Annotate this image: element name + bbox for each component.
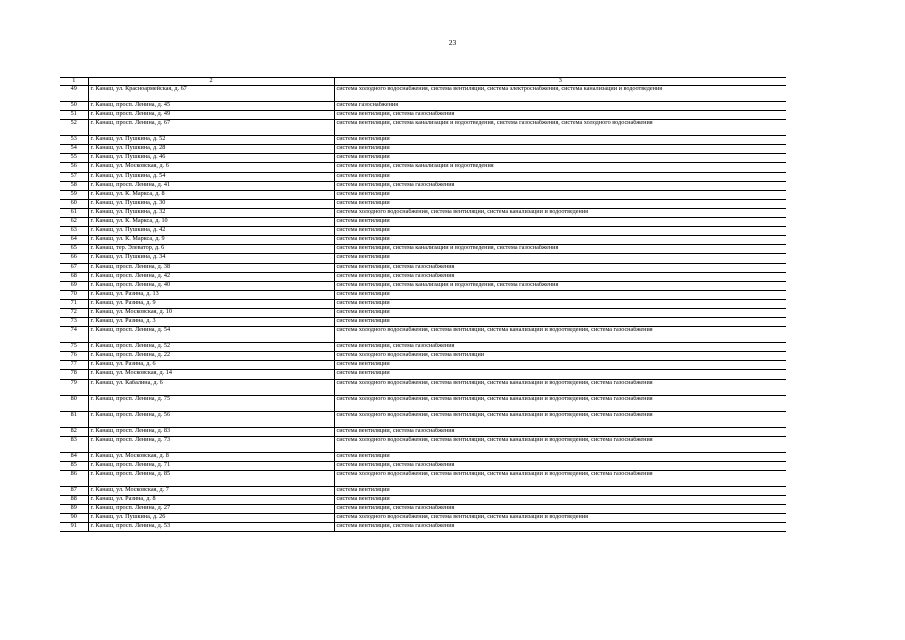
- table-row: [60, 505, 786, 514]
- table-row: [60, 199, 786, 208]
- row-address: г. Канаш, просп. Ленина, д. 75: [88, 395, 334, 411]
- row-number: 66: [60, 254, 88, 263]
- row-systems: система вентиляции: [334, 299, 786, 308]
- row-number: 89: [60, 505, 88, 514]
- row-address: г. Канаш, просп. Ленина, д. 83: [88, 427, 334, 436]
- row-address: г. Канаш, просп. Ленина, д. 22: [88, 352, 334, 361]
- row-address: г. Канаш, ул. Красноармейская, д. 67: [88, 86, 334, 102]
- header-col-number: 1: [60, 78, 88, 86]
- row-systems: система вентиляции: [334, 370, 786, 379]
- row-number: 59: [60, 190, 88, 199]
- row-address: г. Канаш, просп. Ленина, д. 27: [88, 505, 334, 514]
- table-row: [60, 181, 786, 190]
- row-systems: система холодного водоснабжения, система вентиляции, система канализации и водоотведения, система газоснабжения: [334, 327, 786, 343]
- row-number: 65: [60, 245, 88, 254]
- row-systems: система вентиляции: [334, 318, 786, 327]
- row-number: 67: [60, 263, 88, 272]
- table-row: [60, 145, 786, 154]
- row-address: г. Канаш, просп. Ленина, д. 71: [88, 461, 334, 470]
- row-address: г. Канаш, просп. Ленина, д. 53: [88, 523, 334, 532]
- row-number: 91: [60, 523, 88, 532]
- row-systems: система вентиляции: [334, 361, 786, 370]
- row-address: г. Канаш, просп. Ленина, д. 40: [88, 281, 334, 290]
- row-systems: система вентиляции: [334, 308, 786, 317]
- row-number: 62: [60, 218, 88, 227]
- row-systems: система вентиляции: [334, 199, 786, 208]
- row-address: г. Канаш, ул. Разина, д. 6: [88, 361, 334, 370]
- table-row: [60, 272, 786, 281]
- table-row: [60, 318, 786, 327]
- row-number: 49: [60, 86, 88, 102]
- row-number: 64: [60, 236, 88, 245]
- table-row: [60, 218, 786, 227]
- table-header-row: [60, 78, 786, 86]
- row-address: г. Канаш, ул. Пушкина, д. 28: [88, 145, 334, 154]
- row-address: г. Канаш, ул. Пушкина, д. 42: [88, 227, 334, 236]
- row-number: 52: [60, 120, 88, 136]
- table-row: [60, 299, 786, 308]
- table-row: [60, 102, 786, 111]
- row-number: 86: [60, 470, 88, 486]
- row-address: г. Канаш, просп. Ленина, д. 49: [88, 111, 334, 120]
- header-col-systems: 3: [334, 78, 786, 86]
- row-number: 60: [60, 199, 88, 208]
- row-number: 55: [60, 154, 88, 163]
- row-systems: система вентиляции: [334, 236, 786, 245]
- row-address: г. Канаш, просп. Ленина, д. 52: [88, 343, 334, 352]
- row-number: 54: [60, 145, 88, 154]
- table-row: [60, 361, 786, 370]
- row-systems: система вентиляции: [334, 136, 786, 145]
- row-address: г. Канаш, ул. Пушкина, д. 54: [88, 172, 334, 181]
- table-row: [60, 281, 786, 290]
- row-systems: система вентиляции, система газоснабжения: [334, 272, 786, 281]
- row-number: 76: [60, 352, 88, 361]
- table-row: [60, 290, 786, 299]
- table-row: [60, 263, 786, 272]
- table-row: [60, 86, 786, 102]
- table-row: [60, 172, 786, 181]
- row-address: г. Канаш, ул. Разина, д. 13: [88, 290, 334, 299]
- table-row: [60, 523, 786, 532]
- table-row: [60, 254, 786, 263]
- table-body: [60, 78, 786, 532]
- row-address: г. Канаш, просп. Ленина, д. 85: [88, 470, 334, 486]
- row-systems: система газоснабжения: [334, 102, 786, 111]
- row-number: 82: [60, 427, 88, 436]
- row-number: 71: [60, 299, 88, 308]
- row-systems: система вентиляции, система газоснабжения: [334, 111, 786, 120]
- row-number: 53: [60, 136, 88, 145]
- row-address: г. Канаш, просп. Ленина, д. 38: [88, 263, 334, 272]
- row-address: г. Канаш, тер. Элеватор, д. 6: [88, 245, 334, 254]
- row-number: 57: [60, 172, 88, 181]
- table-row: [60, 245, 786, 254]
- row-number: 90: [60, 514, 88, 523]
- row-systems: система вентиляции: [334, 190, 786, 199]
- row-number: 73: [60, 318, 88, 327]
- row-address: г. Канаш, ул. Московская, д. 7: [88, 486, 334, 495]
- row-address: г. Канаш, ул. Разина, д. 3: [88, 318, 334, 327]
- row-systems: система холодного водоснабжения, система вентиляции, система канализации и водоотведения, система газоснабжения: [334, 395, 786, 411]
- row-address: г. Канаш, просп. Ленина, д. 41: [88, 181, 334, 190]
- row-systems: система холодного водоснабжения, система вентиляции, система канализации и водоотведения: [334, 208, 786, 217]
- row-systems: система вентиляции: [334, 290, 786, 299]
- row-systems: система вентиляции, система газоснабжения: [334, 523, 786, 532]
- row-number: 58: [60, 181, 88, 190]
- row-address: г. Канаш, ул. Московская, д. 6: [88, 163, 334, 172]
- row-systems: система холодного водоснабжения, система вентиляции, система канализации и водоотведения, система газоснабжения: [334, 436, 786, 452]
- row-systems: система вентиляции: [334, 486, 786, 495]
- row-number: 69: [60, 281, 88, 290]
- row-address: г. Канаш, ул. Разина, д. 9: [88, 299, 334, 308]
- table-row: [60, 461, 786, 470]
- row-systems: система вентиляции: [334, 145, 786, 154]
- row-systems: система вентиляции: [334, 218, 786, 227]
- table-row: [60, 395, 786, 411]
- table-row: [60, 327, 786, 343]
- row-systems: система вентиляции: [334, 172, 786, 181]
- table-row: [60, 370, 786, 379]
- table-row: [60, 308, 786, 317]
- table-row: [60, 163, 786, 172]
- row-systems: система вентиляции, система газоснабжения: [334, 181, 786, 190]
- table-row: [60, 208, 786, 217]
- header-col-address: 2: [88, 78, 334, 86]
- table-row: [60, 120, 786, 136]
- row-systems: система вентиляции, система канализации и водоотведения, система газоснабжения: [334, 281, 786, 290]
- row-systems: система холодного водоснабжения, система вентиляции, система канализации и водоотведения, система газоснабжения: [334, 470, 786, 486]
- row-number: 77: [60, 361, 88, 370]
- table-row: [60, 470, 786, 486]
- row-address: г. Канаш, ул. Пушкина, д. 26: [88, 514, 334, 523]
- table-row: [60, 227, 786, 236]
- row-systems: система холодного водоснабжения, система вентиляции, система канализации и водоотведения: [334, 514, 786, 523]
- table-row: [60, 411, 786, 427]
- row-systems: система вентиляции, система канализации и водоотведения, система газоснабжения, система холодного водоснабжения: [334, 120, 786, 136]
- row-number: 61: [60, 208, 88, 217]
- table-row: [60, 486, 786, 495]
- row-address: г. Канаш, ул. Пушкина, д. 34: [88, 254, 334, 263]
- page-number: 23: [448, 38, 457, 47]
- table-row: [60, 190, 786, 199]
- row-address: г. Канаш, ул. Московская, д. 8: [88, 452, 334, 461]
- row-systems: система холодного водоснабжения, система вентиляции, система канализации и водоотведения, система газоснабжения: [334, 379, 786, 395]
- row-number: 79: [60, 379, 88, 395]
- table-row: [60, 514, 786, 523]
- row-address: г. Канаш, просп. Ленина, д. 54: [88, 327, 334, 343]
- row-systems: система вентиляции: [334, 452, 786, 461]
- table-row: [60, 154, 786, 163]
- row-number: 74: [60, 327, 88, 343]
- row-address: г. Канаш, ул. К. Маркса, д. 9: [88, 236, 334, 245]
- table-row: [60, 352, 786, 361]
- row-address: г. Канаш, ул. Пушкина, д. 46: [88, 154, 334, 163]
- row-address: г. Канаш, просп. Ленина, д. 73: [88, 436, 334, 452]
- row-systems: система вентиляции: [334, 227, 786, 236]
- row-number: 83: [60, 436, 88, 452]
- table-row: [60, 379, 786, 395]
- row-address: г. Канаш, ул. Пушкина, д. 30: [88, 199, 334, 208]
- row-address: г. Канаш, ул. Пушкина, д. 32: [88, 208, 334, 217]
- row-number: 87: [60, 486, 88, 495]
- table-row: [60, 343, 786, 352]
- table-row: [60, 236, 786, 245]
- row-address: г. Канаш, просп. Ленина, д. 56: [88, 411, 334, 427]
- row-systems: система холодного водоснабжения, система вентиляции: [334, 352, 786, 361]
- row-number: 63: [60, 227, 88, 236]
- row-address: г. Канаш, просп. Ленина, д. 45: [88, 102, 334, 111]
- row-address: г. Канаш, ул. Кабалина, д. 6: [88, 379, 334, 395]
- row-systems: система вентиляции: [334, 495, 786, 504]
- table-row: [60, 452, 786, 461]
- row-number: 51: [60, 111, 88, 120]
- row-number: 85: [60, 461, 88, 470]
- row-systems: система вентиляции, система канализации и водоотведения, система газоснабжения: [334, 245, 786, 254]
- row-systems: система холодного водоснабжения, система вентиляции, система электроснабжения, система канализации и водоотведения: [334, 86, 786, 102]
- row-systems: система вентиляции: [334, 254, 786, 263]
- table-row: [60, 111, 786, 120]
- row-number: 70: [60, 290, 88, 299]
- row-number: 56: [60, 163, 88, 172]
- row-address: г. Канаш, ул. Московская, д. 10: [88, 308, 334, 317]
- row-address: г. Канаш, ул. Разина, д. 8: [88, 495, 334, 504]
- row-number: 75: [60, 343, 88, 352]
- row-systems: система вентиляции, система газоснабжения: [334, 461, 786, 470]
- row-address: г. Канаш, просп. Ленина, д. 42: [88, 272, 334, 281]
- row-address: г. Канаш, ул. К. Маркса, д. 10: [88, 218, 334, 227]
- row-number: 84: [60, 452, 88, 461]
- row-address: г. Канаш, ул. Московская, д. 14: [88, 370, 334, 379]
- row-number: 78: [60, 370, 88, 379]
- row-systems: система вентиляции: [334, 154, 786, 163]
- row-address: г. Канаш, ул. Пушкина, д. 52: [88, 136, 334, 145]
- row-number: 81: [60, 411, 88, 427]
- systems-table: [60, 77, 786, 532]
- table-row: [60, 436, 786, 452]
- row-systems: система вентиляции, система газоснабжения: [334, 505, 786, 514]
- row-address: г. Канаш, ул. К. Маркса, д. 8: [88, 190, 334, 199]
- row-address: г. Канаш, просп. Ленина, д. 67: [88, 120, 334, 136]
- row-systems: система вентиляции, система газоснабжения: [334, 343, 786, 352]
- row-number: 88: [60, 495, 88, 504]
- row-systems: система холодного водоснабжения, система вентиляции, система канализации и водоотведения, система газоснабжения: [334, 411, 786, 427]
- row-number: 72: [60, 308, 88, 317]
- table-row: [60, 427, 786, 436]
- row-number: 68: [60, 272, 88, 281]
- row-number: 50: [60, 102, 88, 111]
- row-systems: система вентиляции, система канализации и водоотведения: [334, 163, 786, 172]
- row-number: 80: [60, 395, 88, 411]
- row-systems: система вентиляции, система газоснабжения: [334, 263, 786, 272]
- row-systems: система вентиляции, система газоснабжения: [334, 427, 786, 436]
- table-row: [60, 495, 786, 504]
- table-row: [60, 136, 786, 145]
